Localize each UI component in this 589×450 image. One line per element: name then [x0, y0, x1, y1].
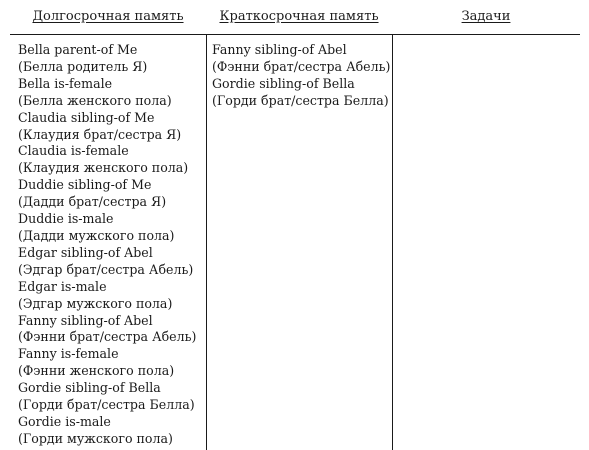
- list-item: Bella parent-of Me: [18, 42, 138, 57]
- column-divider-1: [206, 34, 207, 450]
- header-long-term-memory: Долгосрочная память: [32, 9, 184, 24]
- list-item: Duddie is-male: [18, 211, 114, 227]
- list-item: (Белла женского пола): [18, 92, 172, 108]
- list-item: Edgar sibling-of Abel: [18, 244, 153, 260]
- list-item: (Дадди мужского пола): [18, 227, 175, 243]
- list-item: Fanny sibling-of Abel: [212, 42, 347, 57]
- list-item: (Горди брат/сестра Белла): [212, 92, 389, 108]
- list-item: (Клаудия женского пола): [18, 160, 189, 176]
- memory-table: [10, 0, 580, 450]
- list-item: Edgar is-male: [18, 278, 107, 294]
- list-item: Fanny is-female: [18, 346, 119, 362]
- list-item: Bella is-female: [18, 75, 113, 91]
- list-item: (Дадди брат/сестра Я): [18, 194, 167, 210]
- short-term-memory-list: [212, 42, 390, 110]
- list-item: Gordie sibling-of Bella: [18, 380, 161, 396]
- list-item: Claudia sibling-of Me: [18, 109, 155, 125]
- list-item: (Горди брат/сестра Белла): [18, 397, 195, 413]
- list-item: (Клаудия брат/сестра Я): [18, 126, 182, 142]
- header-short-term-memory: Краткосрочная память: [219, 9, 379, 24]
- list-item: (Эдгар брат/сестра Абель): [18, 261, 194, 277]
- list-item: (Горди мужского пола): [18, 430, 173, 446]
- list-item: Claudia is-female: [18, 143, 129, 159]
- list-item: Duddie sibling-of Me: [18, 177, 152, 193]
- list-item: (Фэнни брат/сестра Абель): [212, 58, 391, 74]
- list-item: (Эдгар мужского пола): [18, 295, 173, 311]
- list-item: Gordie is-male: [18, 413, 111, 429]
- column-divider-2: [392, 34, 393, 450]
- list-item: Fanny sibling-of Abel: [18, 312, 153, 328]
- list-item: (Фэнни брат/сестра Абель): [18, 329, 197, 345]
- long-term-memory-list: [18, 42, 204, 448]
- list-item: (Фэнни женского пола): [18, 363, 175, 379]
- list-item: Gordie sibling-of Bella: [212, 75, 355, 91]
- table-header-row: [10, 0, 580, 35]
- list-item: (Белла родитель Я): [18, 58, 148, 74]
- header-tasks: Задачи: [461, 9, 511, 24]
